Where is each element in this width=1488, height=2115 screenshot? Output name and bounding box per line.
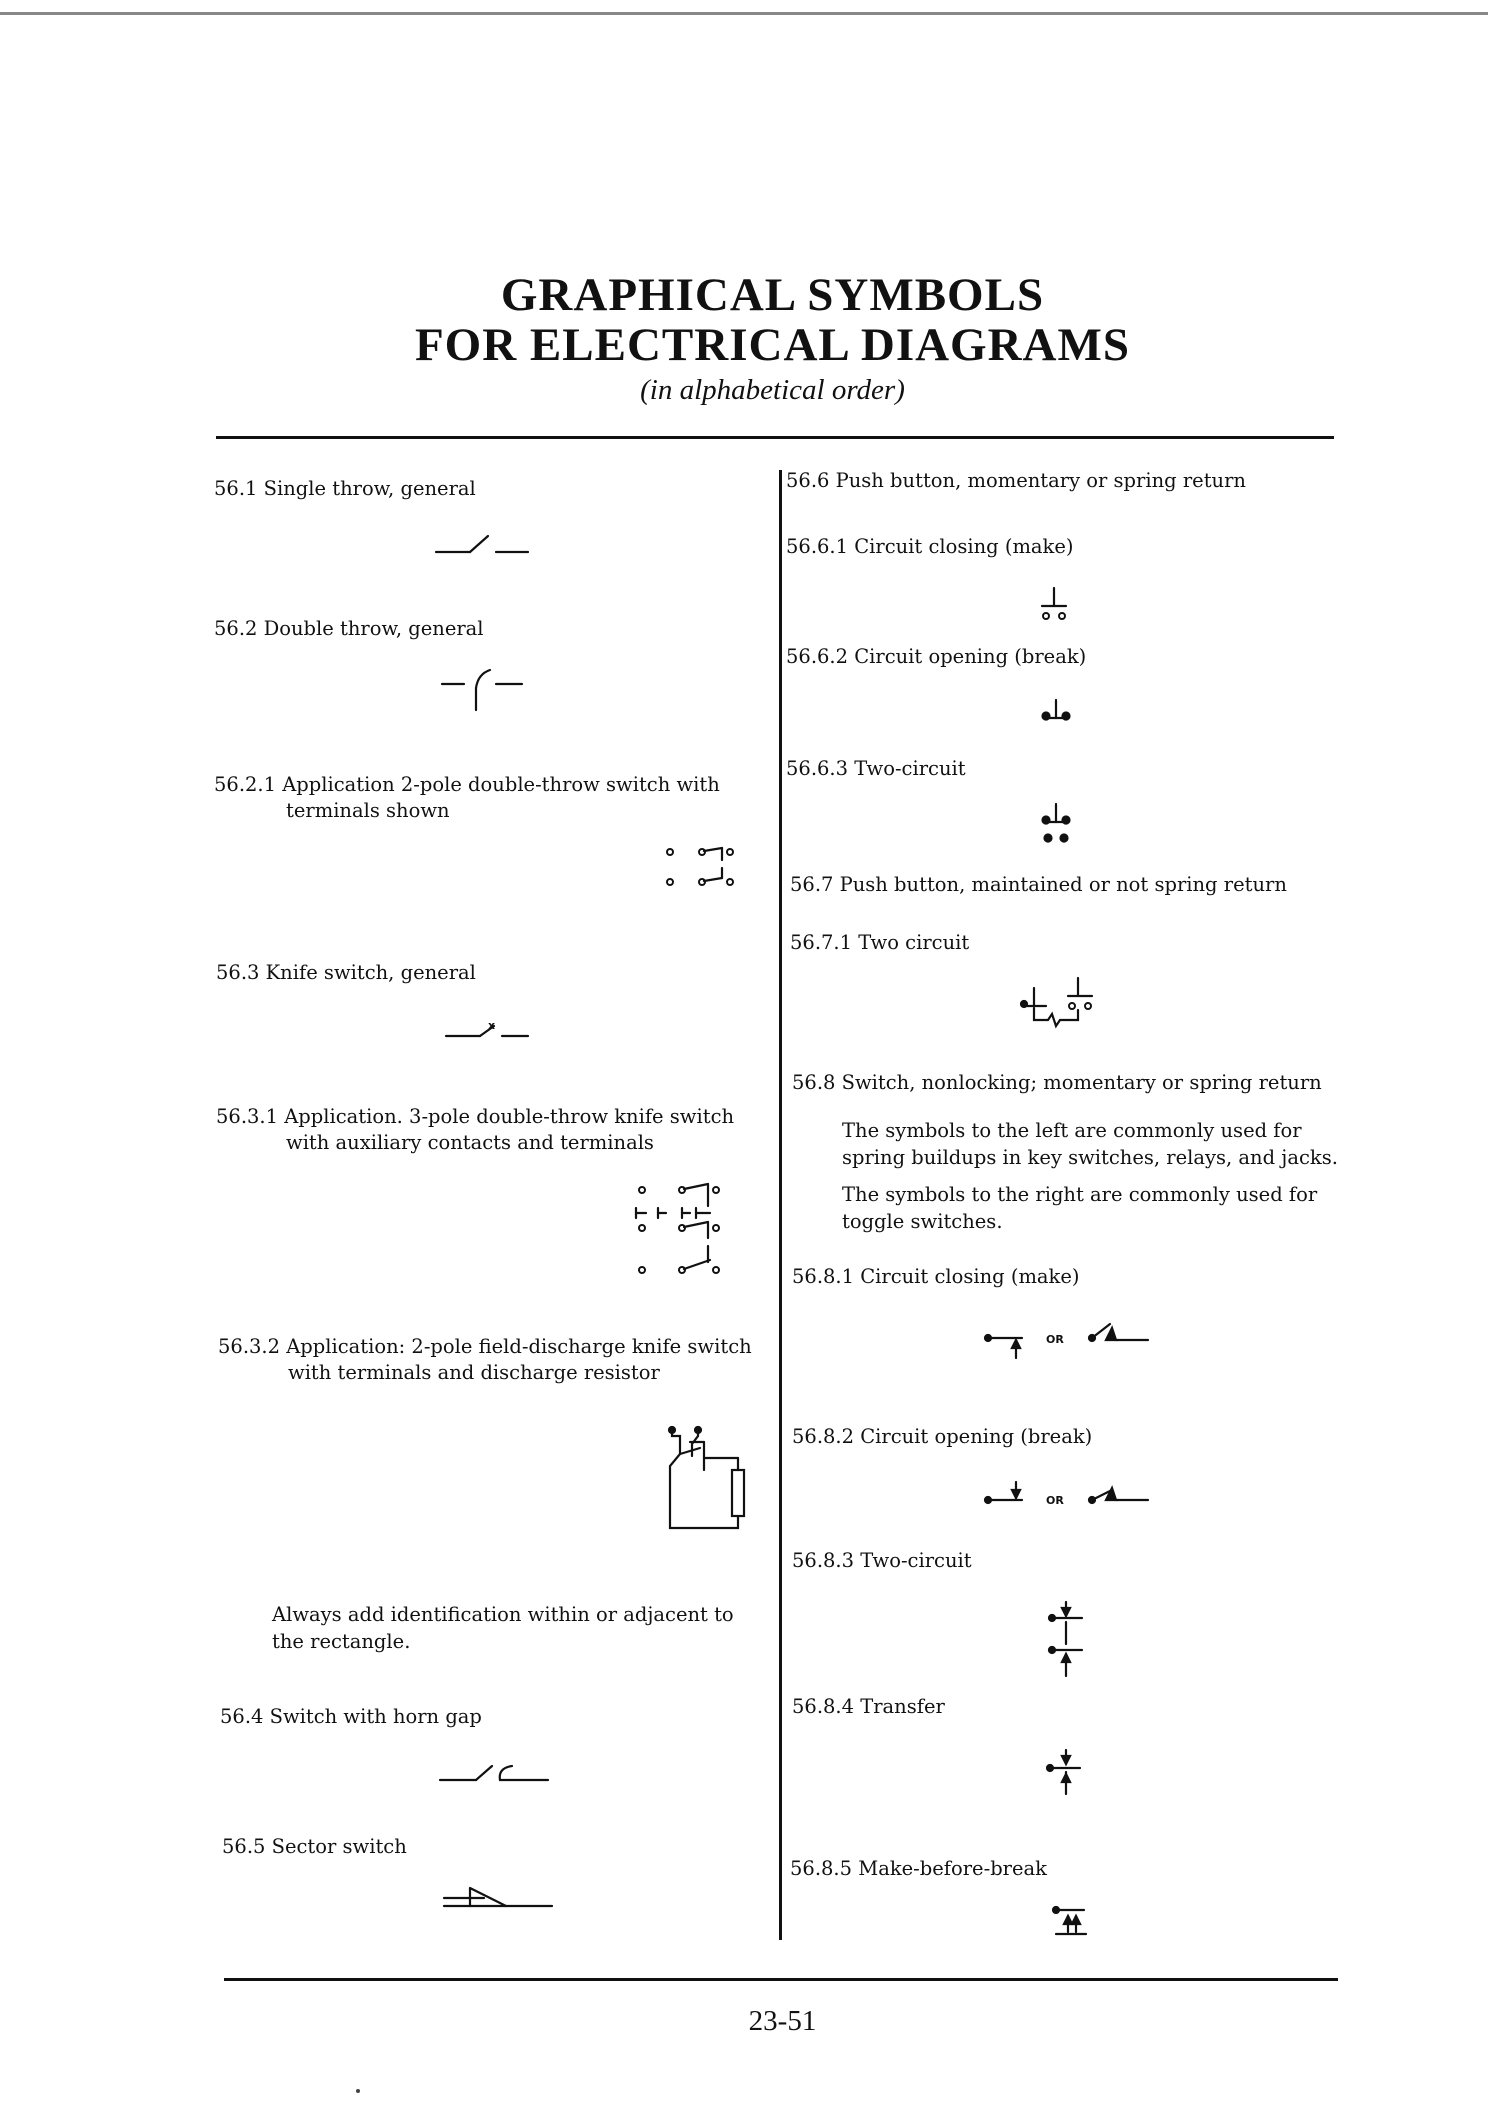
page-title-line2: FOR ELECTRICAL DIAGRAMS bbox=[414, 319, 1131, 371]
note-right-symbols: The symbols to the right are commonly used for toggle switches. bbox=[842, 1183, 1318, 1233]
push-button-break-symbol bbox=[1038, 696, 1078, 726]
page-subtitle: (in alphabetical order) bbox=[640, 374, 905, 406]
item-56-7-label: 56.7 Push button, maintained or not spring return bbox=[790, 873, 1287, 896]
scan-speck bbox=[356, 2089, 360, 2093]
item-56-5-label: 56.5 Sector switch bbox=[222, 1835, 407, 1858]
sector-switch-symbol bbox=[440, 1880, 560, 1916]
single-throw-switch-symbol bbox=[432, 532, 532, 562]
item-56-8-3-label: 56.8.3 Two-circuit bbox=[792, 1549, 972, 1572]
item-56-6-3-label: 56.6.3 Two-circuit bbox=[786, 757, 966, 780]
item-56-4-label: 56.4 Switch with horn gap bbox=[220, 1705, 482, 1728]
item-56-3-label: 56.3 Knife switch, general bbox=[216, 961, 476, 984]
footer-divider bbox=[224, 1978, 1338, 1981]
maintained-push-button-symbol bbox=[1016, 974, 1116, 1038]
or-label-1: OR bbox=[1046, 1333, 1064, 1346]
item-56-8-1-label: 56.8.1 Circuit closing (make) bbox=[792, 1265, 1080, 1288]
page-title-line1: GRAPHICAL SYMBOLS bbox=[500, 269, 1045, 321]
item-56-6-2-label: 56.6.2 Circuit opening (break) bbox=[786, 645, 1087, 668]
svg-text:x: x bbox=[488, 1019, 496, 1032]
item-56-1-label: 56.1 Single throw, general bbox=[214, 477, 476, 500]
nonlocking-two-circuit-symbol bbox=[1046, 1600, 1096, 1684]
knife-switch-symbol bbox=[442, 1016, 542, 1046]
header-divider bbox=[216, 436, 1334, 439]
item-56-6-1-label: 56.6.1 Circuit closing (make) bbox=[786, 535, 1074, 558]
column-divider bbox=[779, 470, 782, 1940]
scan-top-edge bbox=[0, 12, 1488, 15]
item-56-8-label: 56.8 Switch, nonlocking; momentary or spring return bbox=[792, 1071, 1322, 1094]
note-left-symbols: The symbols to the left are commonly used for spring buildups in key switches, relays, and jacks. bbox=[842, 1119, 1338, 1169]
make-before-break-symbol bbox=[1052, 1902, 1092, 1942]
push-button-two-circuit-symbol bbox=[1038, 800, 1078, 850]
item-56-8-5-label: 56.8.5 Make-before-break bbox=[790, 1857, 1047, 1880]
item-56-2-1-label: 56.2.1 Application 2-pole double-throw switch with bbox=[214, 773, 720, 796]
item-56-2-label: 56.2 Double throw, general bbox=[214, 617, 484, 640]
two-pole-double-throw-switch-symbol bbox=[660, 838, 740, 898]
item-56-3-2-label: 56.3.2 Application: 2-pole field-discharge knife switch bbox=[218, 1335, 752, 1358]
item-56-6-label: 56.6 Push button, momentary or spring return bbox=[786, 469, 1246, 492]
item-56-3-1-label-cont: with auxiliary contacts and terminals bbox=[286, 1131, 654, 1154]
nonlocking-break-symbol bbox=[982, 1476, 1152, 1516]
item-56-8-4-label: 56.8.4 Transfer bbox=[792, 1695, 945, 1718]
item-56-2-1-label-cont: terminals shown bbox=[286, 799, 450, 822]
page-number: 23-51 bbox=[748, 2005, 817, 2037]
item-56-8-2-label: 56.8.2 Circuit opening (break) bbox=[792, 1425, 1093, 1448]
horn-gap-switch-symbol bbox=[436, 1760, 556, 1790]
field-discharge-switch-symbol bbox=[660, 1416, 750, 1536]
three-pole-knife-switch-symbol bbox=[628, 1180, 738, 1280]
double-throw-switch-symbol bbox=[438, 664, 538, 724]
item-56-7-1-label: 56.7.1 Two circuit bbox=[790, 931, 970, 954]
push-button-make-symbol bbox=[1036, 584, 1076, 624]
nonlocking-transfer-symbol bbox=[1044, 1748, 1094, 1804]
or-label-2: OR bbox=[1046, 1494, 1064, 1507]
nonlocking-make-symbol bbox=[982, 1318, 1152, 1368]
note-identification: Always add identification within or adjacent to the rectangle. bbox=[272, 1603, 734, 1653]
item-56-3-2-label-cont: with terminals and discharge resistor bbox=[288, 1361, 660, 1384]
item-56-3-1-label: 56.3.1 Application. 3-pole double-throw knife switch bbox=[216, 1105, 735, 1128]
